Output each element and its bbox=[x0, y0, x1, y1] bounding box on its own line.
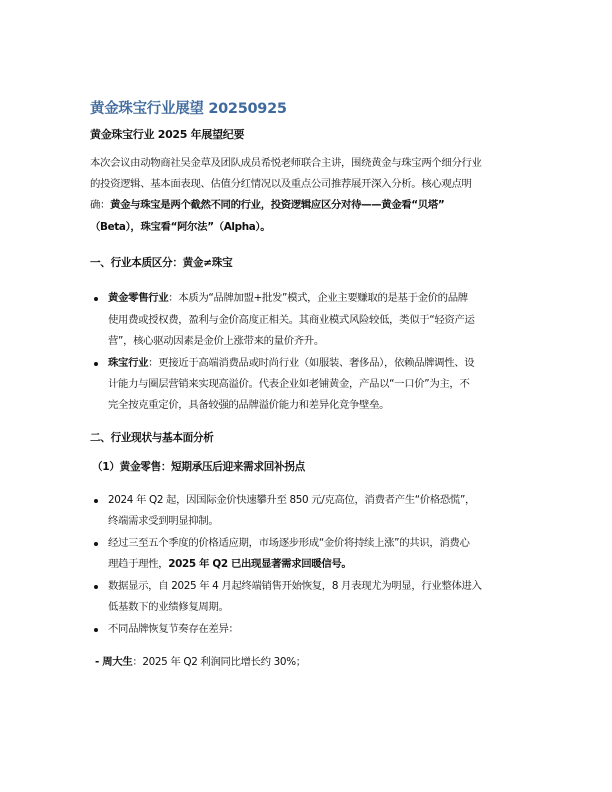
bullet-icon bbox=[94, 297, 98, 301]
list-item-line: 经过三至五个季度的价格适应期，市场逐步形成“金价将持续上涨”的共识，消费心 bbox=[108, 537, 470, 549]
bullet-icon bbox=[94, 628, 98, 632]
intro-key-point: 黄金与珠宝是两个截然不同的行业，投资逻辑应区分对待——黄金看“贝塔” bbox=[110, 199, 445, 211]
list-item-label: 黄金零售行业 bbox=[108, 292, 169, 304]
brand-name: 周大生 bbox=[102, 656, 133, 668]
list-item-line: 终端需求受到明显抑制。 bbox=[108, 515, 219, 527]
list-item-text: 理趋于理性， bbox=[108, 558, 169, 570]
list-item-line: 计能力与圈层营销来实现高溢价。代表企业如老铺黄金，产品以“一口价”为主，不 bbox=[108, 378, 470, 390]
list-item-line bbox=[108, 557, 351, 571]
document-title: 黄金珠宝行业展望 20250925 bbox=[90, 101, 287, 117]
list-item-label: 珠宝行业 bbox=[108, 357, 149, 369]
list-item-line: 使用费或授权费，盈利与金价高度正相关。其商业模式风险较低，类似于“轻资产运 bbox=[108, 314, 475, 326]
intro-line-2: 的投资逻辑、基本面表现、估值分红情况以及重点公司推荐展开深入分析。核心观点明 bbox=[90, 178, 472, 190]
section-1-heading: 一、行业本质区分：黄金≠珠宝 bbox=[90, 257, 233, 269]
brand-detail: ：2025 年 Q2 利润同比增长约 30%； bbox=[132, 656, 306, 668]
list-item-line: 不同品牌恢复节奏存在差异： bbox=[108, 623, 239, 635]
section-2-subheading: （1）黄金零售：短期承压后迎来需求回补拐点 bbox=[92, 461, 305, 473]
list-item-line: 2024 年 Q2 起，因国际金价快速攀升至 850 元/克高位，消费者产生“价格恐慌”， bbox=[108, 494, 476, 506]
list-item-line: 完全按克重定价，具备较强的品牌溢价能力和差异化竞争壁垒。 bbox=[108, 399, 390, 411]
bullet-icon bbox=[94, 542, 98, 546]
section-2-heading: 二、行业现状与基本面分析 bbox=[90, 432, 214, 444]
list-item-line bbox=[108, 291, 468, 305]
list-item-text: ：本质为“品牌加盟+批发”模式，企业主要赚取的是基于金价的品牌 bbox=[168, 292, 468, 304]
list-item-line: 营”，核心驱动因素是金价上涨带来的量价齐升。 bbox=[108, 335, 324, 347]
bullet-icon bbox=[94, 499, 98, 503]
bullet-icon bbox=[94, 585, 98, 589]
intro-line-1: 本次会议由动物商社吴金草及团队成员希悦老师联合主讲，围绕黄金与珠宝两个细分行业 bbox=[90, 157, 482, 169]
intro-line-3 bbox=[90, 198, 444, 212]
dash-marker: - bbox=[95, 656, 103, 668]
list-item-key-point: 2025 年 Q2 已出现显著需求回暖信号。 bbox=[168, 558, 352, 570]
list-item-line: 数据显示，自 2025 年 4 月起终端销售开始恢复，8 月表现尤为明显，行业整体进入 bbox=[108, 580, 482, 592]
brand-dash-item bbox=[95, 655, 306, 669]
list-item-line: 低基数下的业绩修复周期。 bbox=[108, 601, 229, 613]
list-item-text: ：更接近于高端消费品或时尚行业（如服装、奢侈品），依赖品牌调性、设 bbox=[148, 357, 475, 369]
list-item-line bbox=[108, 356, 474, 370]
bullet-icon bbox=[94, 362, 98, 366]
document-subtitle: 黄金珠宝行业 2025 年展望纪要 bbox=[90, 128, 245, 141]
intro-line-4: （Beta），珠宝看“阿尔法”（Alpha）。 bbox=[90, 221, 271, 233]
intro-line-3-prefix: 确： bbox=[90, 199, 111, 211]
